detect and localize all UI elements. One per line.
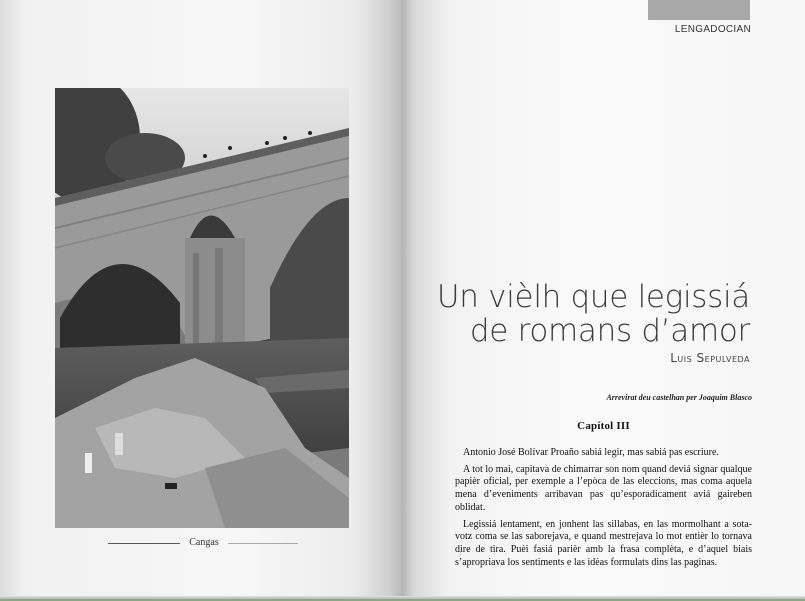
bridge-photo <box>55 88 349 528</box>
left-page <box>0 0 402 601</box>
article-body <box>455 447 752 573</box>
caption-rule-left <box>108 543 180 544</box>
article-author: Luis Sepulveda <box>670 351 750 365</box>
article-title-line-2: de romans d’amor <box>469 313 750 349</box>
chapter-heading: Capítol III <box>577 420 630 432</box>
section-label: LENGADOCIAN <box>674 24 751 35</box>
caption-text: Cangas <box>189 537 219 548</box>
caption-rule-right <box>228 543 298 544</box>
translator-credit: Arrevirat deu castelhan per Joaquim Blasco <box>606 393 752 402</box>
photo-caption <box>108 536 298 550</box>
paragraph: Legissiá lentament, en jonhent las sillabas, en las mormolhant a sota-votz coma se las saborejava, e quand mestrejava lo mot entièr lo tornava dire de tira. Puèi fasiá parièr amb la frasa complèta, e d’aquel biais s’apropriava los sentiments e las idèas formulats dins las paginas. <box>455 518 752 568</box>
article-title <box>420 280 750 348</box>
window-bottom-edge <box>0 596 805 601</box>
paragraph: A tot lo mai, capitava de chimarrar son nom quand deviá signar qualque papièr oficial, per exemple a l’epòca de las eleccions, mas coma aquela mena d’eveniments arribavan pas qu’esporadicament aviá gaireben oblidat. <box>455 463 752 513</box>
paragraph: Antonio José Bolívar Proaño sabiá legir, mas sabiá pas escriure. <box>463 447 719 458</box>
bridge-photo-image <box>55 88 349 528</box>
article-title-line-1: Un vièlh que legissiá <box>436 279 750 315</box>
section-tab <box>648 0 750 20</box>
